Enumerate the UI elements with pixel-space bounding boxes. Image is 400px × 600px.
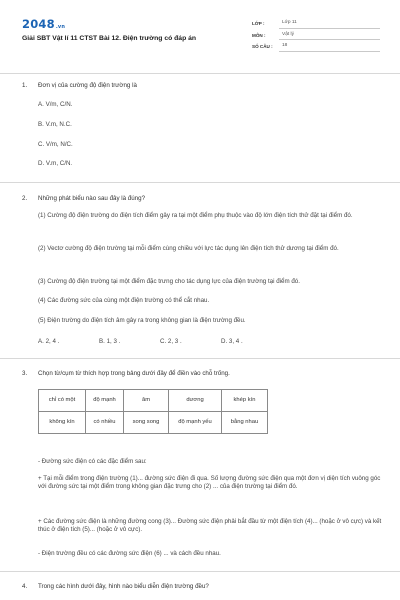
table-cell: âm [124, 390, 169, 412]
table-cell: song song [124, 412, 169, 434]
meta-value: Lớp 11 [279, 20, 380, 28]
statement: (2) Vectơ cường độ điện trường tại mỗi điểm cùng chiều với lực tác dụng lên điện tích thử dương tại điểm đó. [38, 245, 339, 252]
table-cell: độ mạnh [86, 390, 124, 412]
table-row [39, 390, 268, 412]
word-bank-table [38, 389, 268, 434]
meta-label: LỚP : [252, 21, 265, 27]
divider [0, 358, 400, 359]
question-text: Chọn từ/cụm từ thích hợp trong bảng dưới đây để điền vào chỗ trống. [38, 370, 230, 377]
option-c: C. V/m, N/C. [38, 141, 73, 148]
divider [0, 182, 400, 183]
divider [0, 73, 400, 74]
option-a: A. V/m, C/N. [38, 101, 73, 108]
table-cell: khép kín [222, 390, 268, 412]
statement: (3) Cường độ điện trường tại một điểm đặc trưng cho tác dụng lực của điện trường tại điểm đó. [38, 278, 300, 285]
statement: (4) Các đường sức của cùng một điện trường có thể cắt nhau. [38, 297, 210, 304]
question-3 [22, 370, 382, 378]
meta-label: SỐ CÂU : [252, 44, 273, 50]
question-text: Đơn vị của cường độ điện trường là [38, 82, 137, 89]
page-header [0, 0, 400, 72]
fill-line: + Các đường sức điện là những đường cong (3)... Đường sức điện phải bắt đầu từ một điện tích (4)... (hoặc ở vô cực) và kết thúc ở điện tích (5)... (hoặc ở vô cực). [38, 518, 382, 534]
table-cell: dương [169, 390, 222, 412]
statement: (5) Điện trường do điện tích âm gây ra trong không gian là điện trường đều. [38, 317, 246, 324]
option-b: B. V.m, N.C. [38, 121, 72, 128]
table-row [39, 412, 268, 434]
question-text: Trong các hình dưới đây, hình nào biểu diễn điện trường đều? [38, 583, 209, 590]
answer-options [38, 338, 282, 346]
question-2 [22, 195, 382, 203]
table-cell: không kín [39, 412, 86, 434]
meta-row-count [252, 40, 380, 52]
meta-row-subject [252, 29, 380, 41]
site-logo[interactable]: 2048.vn [22, 17, 66, 31]
option-d: D. V.m, C/N. [38, 160, 73, 167]
fill-line: - Đường sức điện có các đặc điểm sau: [38, 458, 147, 465]
meta-panel [252, 17, 380, 52]
table-cell: độ mạnh yếu [169, 412, 222, 434]
question-number: 1. [22, 82, 28, 89]
question-4 [22, 583, 382, 591]
question-text: Những phát biểu nào sau đây là đúng? [38, 195, 146, 202]
document-title: Giải SBT Vật lí 11 CTST Bài 12. Điện trường có đáp án [22, 35, 197, 42]
table-cell: chỉ có một [39, 390, 86, 412]
divider [0, 571, 400, 572]
option-d: D. 3, 4 . [221, 338, 243, 345]
option-b: B. 1, 3 . [99, 338, 121, 345]
question-1 [22, 82, 382, 90]
table-cell: bằng nhau [222, 412, 268, 434]
meta-row-class [252, 17, 380, 29]
meta-value: 18 [279, 43, 380, 51]
option-a: A. 2, 4 . [38, 338, 60, 345]
fill-line: + Tại mỗi điểm trong điện trường (1)... đường sức điện đi qua. Số lượng đường sức điện qua một đơn vị diện tích vuông góc với đường sức tại một điểm trong không gian đặc trưng cho (2) ... của điện trường tại điểm đó. [38, 475, 381, 491]
option-c: C. 2, 3 . [160, 338, 182, 345]
fill-line: - Điện trường đều có các đường sức điện (6) ... và cách đều nhau. [38, 550, 221, 557]
meta-label: MÔN : [252, 32, 266, 38]
statement: (1) Cường độ điện trường do điện tích điểm gây ra tại một điểm phụ thuộc vào độ lớn điện tích thử đặt tại điểm đó. [38, 212, 353, 219]
question-number: 4. [22, 583, 28, 590]
meta-value: Vật lý [279, 32, 380, 40]
question-number: 3. [22, 370, 28, 377]
table-cell: có nhiều [86, 412, 124, 434]
question-number: 2. [22, 195, 28, 202]
